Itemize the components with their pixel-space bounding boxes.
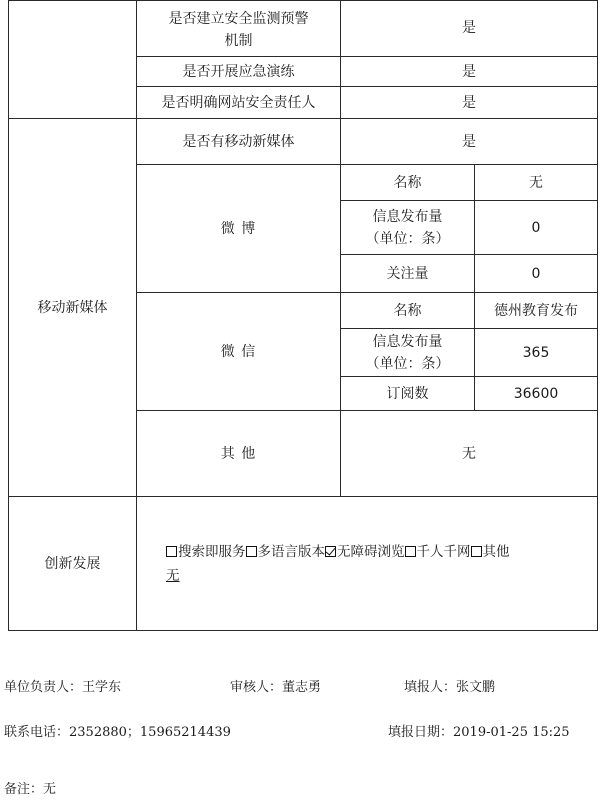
checkbox-checked-icon[interactable]	[325, 546, 336, 557]
filler-label: 填报人：	[404, 680, 457, 695]
phone	[4, 721, 231, 740]
responsible-label: 是否明确网站安全责任人	[161, 94, 316, 111]
reviewer-value: 董志勇	[282, 680, 322, 695]
monitoring-label-line2: 机制	[224, 33, 253, 49]
option-label: 千人千网	[416, 544, 471, 560]
innovation-options-line	[166, 540, 594, 564]
remark-label: 备注：	[4, 782, 44, 797]
weibo-posts-label	[341, 201, 474, 254]
checkbox-unchecked-icon[interactable]	[405, 546, 416, 557]
drill-value: 是	[462, 63, 476, 80]
wechat-name-value: 德州教育发布	[494, 302, 578, 319]
wechat-subscribers-value: 36600	[513, 385, 559, 402]
wechat-subscribers-label: 订阅数	[386, 385, 429, 402]
option-label: 其他	[482, 544, 510, 560]
monitoring-value: 是	[462, 20, 476, 36]
has-mobile-value: 是	[462, 133, 476, 150]
unit-head-value: 王学东	[82, 680, 122, 695]
phone-value: 2352880；15965214439	[69, 725, 231, 740]
innovation-other-text: 无	[166, 568, 180, 584]
phone-label: 联系电话：	[4, 725, 70, 740]
option-other[interactable]	[471, 544, 510, 560]
weibo-label: 微 博	[220, 220, 257, 237]
monitoring-label	[137, 4, 340, 56]
wechat-name-label: 名称	[393, 302, 422, 319]
weibo-followers-label: 关注量	[386, 265, 429, 282]
unit-head-label: 单位负责人：	[4, 680, 83, 695]
fill-date	[388, 721, 570, 740]
table-line	[597, 0, 598, 631]
option-personalized[interactable]	[405, 544, 471, 560]
drill-label: 是否开展应急演练	[182, 63, 295, 80]
wechat-posts-value: 365	[522, 344, 550, 361]
wechat-posts-label	[341, 329, 474, 376]
table-line	[8, 630, 598, 631]
has-mobile-label: 是否有移动新媒体	[182, 133, 295, 150]
monitoring-label-line1: 是否建立安全监测预警	[168, 11, 309, 27]
wechat-label: 微 信	[220, 343, 257, 360]
weibo-posts-label-line2: （单位：条）	[365, 230, 450, 247]
filler	[404, 676, 495, 695]
option-multilingual[interactable]	[246, 544, 326, 560]
weibo-name-label: 名称	[393, 174, 422, 191]
option-label: 多语言版本	[257, 544, 325, 560]
responsible-value: 是	[462, 94, 476, 111]
fill-date-label: 填报日期：	[388, 725, 454, 740]
checkbox-unchecked-icon[interactable]	[246, 546, 257, 557]
weibo-posts-label-line1: 信息发布量	[372, 208, 443, 225]
reviewer-label: 审核人：	[230, 680, 283, 695]
remark	[4, 778, 56, 797]
reviewer	[230, 676, 321, 695]
option-label: 搜索即服务	[178, 544, 246, 560]
other-media-label: 其 他	[220, 445, 257, 462]
checkbox-unchecked-icon[interactable]	[166, 546, 177, 557]
weibo-followers-value: 0	[531, 265, 541, 282]
mobile-media-section-label: 移动新媒体	[37, 299, 108, 316]
fill-date-value: 2019-01-25 15:25	[453, 725, 570, 740]
option-search-as-service[interactable]	[166, 544, 246, 560]
unit-head	[4, 676, 121, 695]
other-media-value: 无	[462, 445, 476, 462]
innovation-options	[166, 540, 594, 588]
innovation-section-label: 创新发展	[44, 555, 101, 572]
option-label: 无障碍浏览	[337, 544, 405, 560]
wechat-posts-label-line1: 信息发布量	[372, 333, 443, 350]
checkbox-unchecked-icon[interactable]	[471, 546, 482, 557]
filler-value: 张文鹏	[456, 680, 496, 695]
weibo-posts-value: 0	[531, 219, 541, 236]
option-accessibility[interactable]	[325, 544, 405, 560]
wechat-posts-label-line2: （单位：条）	[365, 355, 450, 372]
remark-value: 无	[43, 782, 57, 797]
weibo-name-value: 无	[529, 174, 543, 191]
